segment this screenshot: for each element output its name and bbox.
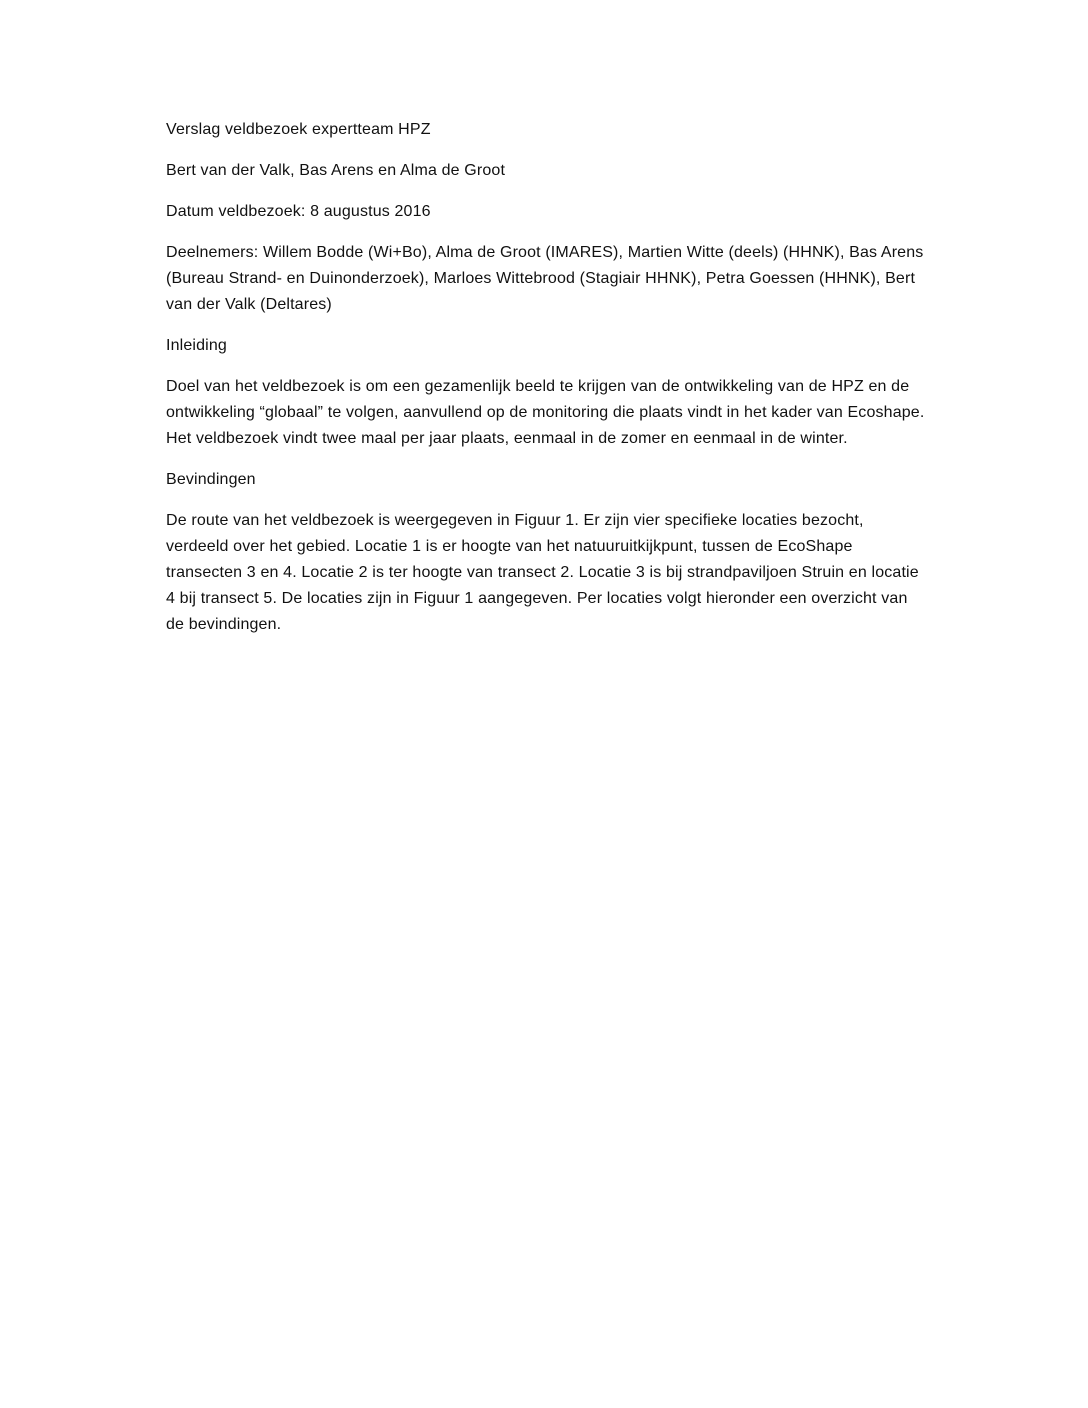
date-line: Datum veldbezoek: 8 augustus 2016	[166, 203, 431, 220]
document-title: Verslag veldbezoek expertteam HPZ	[166, 121, 431, 138]
section-heading-bevindingen: Bevindingen	[166, 471, 256, 488]
section-heading-inleiding: Inleiding	[166, 337, 227, 354]
findings-paragraph: De route van het veldbezoek is weergegeven in Figuur 1. Er zijn vier specifieke locaties bezocht, verdeeld over het gebied. Locatie 1 is er hoogte van het natuuruitkijkpunt, tussen de EcoShape transecten 3 en 4. Locatie 2 is ter hoogte van transect 2. Locatie 3 is bij strandpaviljoen Struin en locatie 4 bij transect 5. De locaties zijn in Figuur 1 aangegeven. Per locaties volgt hieronder een overzicht van de bevindingen.	[166, 512, 919, 633]
participants-paragraph: Deelnemers: Willem Bodde (Wi+Bo), Alma de Groot (IMARES), Martien Witte (deels) (HHNK), Bas Arens (Bureau Strand- en Duinonderzoek), Marloes Wittebrood (Stagiair HHNK), Petra Goessen (HHNK), Bert van der Valk (Deltares)	[166, 244, 924, 313]
document-body	[166, 117, 926, 653]
authors-line: Bert van der Valk, Bas Arens en Alma de Groot	[166, 162, 506, 179]
intro-paragraph: Doel van het veldbezoek is om een gezamenlijk beeld te krijgen van de ontwikkeling van de HPZ en de ontwikkeling “globaal” te volgen, aanvullend op de monitoring die plaats vindt in het kader van Ecoshape. Het veldbezoek vindt twee maal per jaar plaats, eenmaal in de zomer en eenmaal in de winter.	[166, 378, 925, 447]
